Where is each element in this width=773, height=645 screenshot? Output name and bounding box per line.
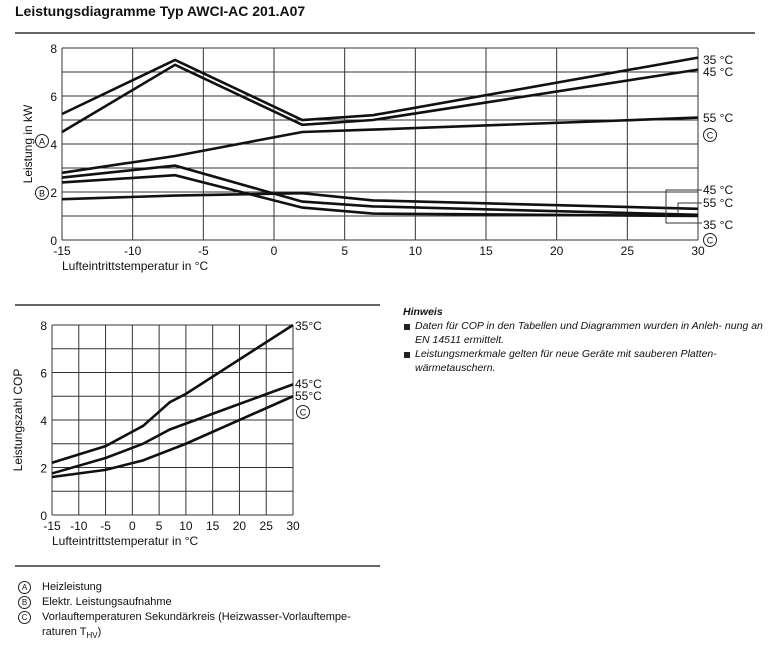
- legend-text-tail: ): [97, 626, 102, 638]
- x-tick-label: -15: [43, 519, 61, 533]
- series-line: [52, 396, 293, 477]
- x-tick-label: 20: [232, 519, 247, 533]
- hinweis-heading: Hinweis: [403, 306, 443, 318]
- series-label: 35 °C: [703, 53, 734, 67]
- circle-marker-label: B: [38, 188, 46, 199]
- circle-marker-icon: B: [18, 596, 31, 609]
- legend: [18, 580, 388, 643]
- legend-subscript: HV: [86, 631, 98, 641]
- series-label: 45 °C: [703, 65, 734, 79]
- x-tick-label: 30: [286, 519, 300, 533]
- y-tick-label: 6: [50, 90, 57, 104]
- circle-marker-label: C: [706, 130, 714, 141]
- leader-line: [666, 190, 702, 223]
- y-axis-label: Leistung in kW: [21, 104, 35, 184]
- x-tick-label: -15: [53, 244, 71, 258]
- legend-text: Elektr. Leistungsaufnahme: [42, 596, 172, 608]
- series-label: 45 °C: [703, 183, 734, 197]
- x-axis-label: Lufteintrittstemperatur in °C: [62, 259, 209, 273]
- circle-marker-icon: A: [18, 581, 31, 594]
- x-tick-label: 0: [270, 244, 278, 258]
- y-tick-label: 8: [40, 319, 47, 333]
- series-label: 35°C: [295, 319, 322, 333]
- x-tick-label: 15: [205, 519, 220, 533]
- y-tick-label: 2: [40, 461, 47, 476]
- y-tick-label: 2: [50, 186, 57, 200]
- circle-marker-label: A: [38, 136, 46, 147]
- series-label: 35 °C: [703, 218, 734, 232]
- x-tick-label: 5: [341, 244, 349, 258]
- x-tick-label: -5: [100, 519, 111, 533]
- x-tick-label: -5: [197, 244, 209, 258]
- series-line: [62, 118, 698, 173]
- x-tick-label: 10: [179, 519, 193, 533]
- legend-text: Heizleistung: [42, 581, 102, 593]
- x-tick-label: 10: [408, 244, 423, 258]
- series-line: [52, 384, 293, 473]
- hinweis-note: [403, 305, 768, 375]
- legend-item-a: [18, 580, 388, 595]
- y-tick-label: 4: [50, 138, 57, 152]
- y-axis-label: Leistungszahl COP: [11, 368, 25, 472]
- x-axis-label: Lufteintrittstemperatur in °C: [52, 534, 199, 548]
- series-line: [62, 58, 698, 120]
- y-tick-label: 8: [50, 42, 57, 56]
- x-tick-label: 25: [259, 519, 273, 533]
- x-tick-label: 30: [691, 244, 705, 258]
- x-tick-label: -10: [123, 244, 142, 258]
- page-title: Leistungsdiagramme Typ AWCI-AC 201.A07: [15, 3, 306, 19]
- legend-item-c: [18, 610, 388, 643]
- y-tick-label: 0: [40, 509, 47, 523]
- hinweis-item: Daten für COP in den Tabellen und Diagrammen wurden in Anleh- nung an EN 14511 ermittelt.: [403, 319, 768, 347]
- y-tick-label: 4: [40, 414, 47, 428]
- legend-item-b: [18, 595, 388, 610]
- x-tick-label: 20: [549, 244, 564, 258]
- hinweis-item: Leistungsmerkmale gelten für neue Geräte mit sauberen Platten- wärmetauschern.: [403, 347, 768, 375]
- circle-marker-icon: C: [18, 611, 31, 624]
- x-tick-label: -10: [70, 519, 88, 533]
- circle-marker-label: C: [299, 407, 307, 418]
- series-label: 45°C: [295, 377, 322, 391]
- circle-marker-label: C: [706, 235, 714, 246]
- series-line: [52, 325, 293, 463]
- series-label: 55 °C: [703, 196, 734, 210]
- y-tick-label: 6: [40, 366, 47, 381]
- x-tick-label: 15: [479, 244, 493, 258]
- series-label: 55°C: [295, 389, 322, 403]
- x-tick-label: 25: [620, 244, 635, 258]
- legend-text: Vorlauftemperaturen Sekundärkreis (Heizwasser-Vorlauftempe- raturen T: [42, 611, 351, 638]
- x-tick-label: 5: [155, 519, 163, 533]
- y-tick-label: 0: [50, 234, 57, 248]
- series-label: 55 °C: [703, 111, 734, 125]
- x-tick-label: 0: [128, 519, 136, 533]
